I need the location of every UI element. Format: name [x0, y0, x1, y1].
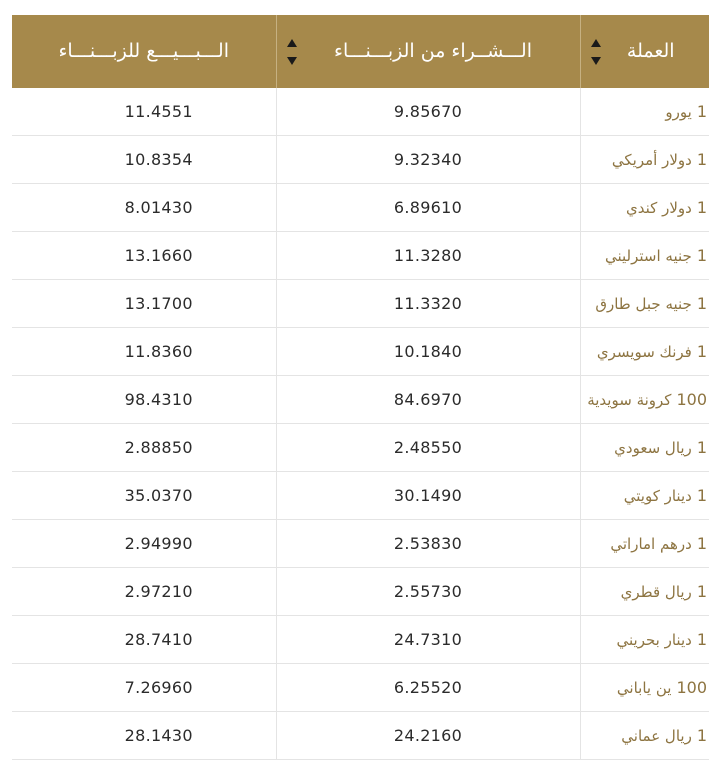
table-row: [12, 136, 709, 184]
sell-rate-cell: 28.7410: [12, 616, 276, 664]
column-header-buy[interactable]: [276, 15, 580, 88]
currency-cell: [580, 424, 709, 472]
table-row: [12, 424, 709, 472]
currency-cell: [580, 616, 709, 664]
buy-rate-cell: 6.25520: [276, 664, 580, 712]
sell-rate-cell: 2.94990: [12, 520, 276, 568]
currency-name: ين ياباني: [616, 679, 672, 697]
table-row: [12, 376, 709, 424]
buy-rate-cell: 2.53830: [276, 520, 580, 568]
currency-cell: [580, 712, 709, 760]
exchange-rates-table: [12, 15, 709, 760]
currency-amount: 1: [696, 102, 707, 121]
currency-cell: [580, 232, 709, 280]
column-header-buy-label: الـــشــراء من الزبـــنـــاء: [334, 40, 532, 62]
table-row: [12, 472, 709, 520]
currency-name: يورو: [665, 103, 692, 121]
buy-rate-cell: 30.1490: [276, 472, 580, 520]
sort-arrows-icon[interactable]: [590, 39, 602, 65]
currency-cell: [580, 664, 709, 712]
table-row: [12, 664, 709, 712]
buy-rate-cell: 9.32340: [276, 136, 580, 184]
table-row: [12, 568, 709, 616]
currency-cell: [580, 568, 709, 616]
sell-rate-cell: 11.8360: [12, 328, 276, 376]
currency-amount: 1: [696, 150, 707, 169]
buy-rate-cell: 6.89610: [276, 184, 580, 232]
sell-rate-cell: 13.1660: [12, 232, 276, 280]
currency-cell: [580, 88, 709, 136]
currency-name: جنيه استرليني: [605, 247, 692, 265]
sell-rate-cell: 35.0370: [12, 472, 276, 520]
currency-amount: 1: [696, 438, 707, 457]
currency-cell: [580, 184, 709, 232]
currency-name: درهم اماراتي: [610, 535, 692, 553]
currency-amount: 1: [696, 342, 707, 361]
table-row: [12, 88, 709, 136]
currency-amount: 1: [696, 630, 707, 649]
currency-amount: 100: [676, 390, 707, 409]
sell-rate-cell: 8.01430: [12, 184, 276, 232]
sort-arrows-icon[interactable]: [286, 39, 298, 65]
column-header-sell: [12, 15, 276, 88]
sell-rate-cell: 13.1700: [12, 280, 276, 328]
sell-rate-cell: 2.88850: [12, 424, 276, 472]
buy-rate-cell: 11.3280: [276, 232, 580, 280]
buy-rate-cell: 10.1840: [276, 328, 580, 376]
sell-rate-cell: 7.26960: [12, 664, 276, 712]
currency-amount: 1: [696, 582, 707, 601]
currency-amount: 100: [676, 678, 707, 697]
currency-name: دولار أمريكي: [611, 151, 692, 169]
table-row: [12, 184, 709, 232]
currency-name: كرونة سويدية: [587, 391, 672, 409]
currency-name: دينار كويتي: [623, 487, 692, 505]
currency-cell: [580, 376, 709, 424]
buy-rate-cell: 84.6970: [276, 376, 580, 424]
column-header-sell-label: الـــبـــيـــع للزبـــنـــاء: [58, 40, 229, 62]
currency-name: دولار كندي: [626, 199, 692, 217]
currency-amount: 1: [696, 534, 707, 553]
currency-cell: [580, 280, 709, 328]
currency-cell: [580, 328, 709, 376]
sell-rate-cell: 98.4310: [12, 376, 276, 424]
currency-amount: 1: [696, 294, 707, 313]
currency-name: ريال عماني: [621, 727, 692, 745]
currency-amount: 1: [696, 246, 707, 265]
buy-rate-cell: 24.2160: [276, 712, 580, 760]
buy-rate-cell: 11.3320: [276, 280, 580, 328]
buy-rate-cell: 2.48550: [276, 424, 580, 472]
currency-name: جنيه جبل طارق: [595, 295, 692, 313]
table-row: [12, 232, 709, 280]
table-row: [12, 280, 709, 328]
table-row: [12, 328, 709, 376]
currency-name: ريال قطري: [620, 583, 692, 601]
currency-cell: [580, 472, 709, 520]
column-header-currency[interactable]: [580, 15, 709, 88]
table-row: [12, 520, 709, 568]
currency-amount: 1: [696, 726, 707, 745]
currency-name: فرنك سويسري: [596, 343, 692, 361]
sell-rate-cell: 11.4551: [12, 88, 276, 136]
currency-name: دينار بحريني: [616, 631, 692, 649]
column-header-currency-label: العملة: [626, 40, 675, 62]
buy-rate-cell: 9.85670: [276, 88, 580, 136]
sell-rate-cell: 10.8354: [12, 136, 276, 184]
buy-rate-cell: 24.7310: [276, 616, 580, 664]
currency-amount: 1: [696, 486, 707, 505]
table-body: [12, 88, 709, 760]
currency-amount: 1: [696, 198, 707, 217]
currency-name: ريال سعودي: [614, 439, 692, 457]
currency-cell: [580, 136, 709, 184]
sell-rate-cell: 28.1430: [12, 712, 276, 760]
table-row: [12, 616, 709, 664]
currency-cell: [580, 520, 709, 568]
table-row: [12, 712, 709, 760]
table-header-row: [12, 15, 709, 88]
buy-rate-cell: 2.55730: [276, 568, 580, 616]
sell-rate-cell: 2.97210: [12, 568, 276, 616]
